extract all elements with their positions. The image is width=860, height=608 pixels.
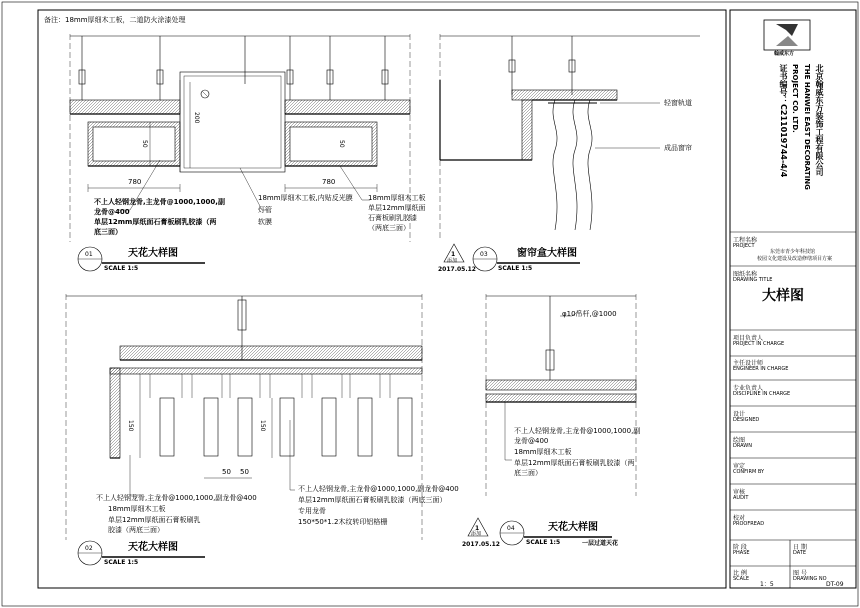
company-name-en-1: THE HANWEI EAST DECORATING <box>803 64 811 190</box>
d3-title: 窗帘盒大样图 <box>517 248 577 259</box>
d2-note-left-4: 胶漆（两底三面） <box>108 526 164 534</box>
tb-row-2-en: DISCIPLINE IN CHARGE <box>733 391 791 397</box>
tb-row-3-cn: 设计 <box>733 411 746 418</box>
d2-note-right-2: 单层12mm厚纸面石膏板刷乳胶漆（两底三面） <box>298 496 447 504</box>
dim-780-right: 780 <box>322 178 336 186</box>
drawing-no: DT-09 <box>826 581 844 588</box>
d1-note-left-2: 龙骨@400 <box>94 208 130 216</box>
d1-note-mid-3: 软膜 <box>258 218 272 226</box>
d3-revision-number: 1 <box>451 251 456 258</box>
d1-note-right-4: （两底三面） <box>368 224 410 232</box>
d4-note-5: 底三面） <box>514 469 542 477</box>
d1-note-right-1: 18mm厚细木工板 <box>368 194 426 202</box>
tb-row-7-cn: 校对 <box>733 515 746 522</box>
dim-50-right: 50 <box>338 140 345 148</box>
date-label-en: DATE <box>793 550 807 556</box>
d4-rod-note: φ10吊杆,@1000 <box>562 310 617 318</box>
project-name-2: 校园文化建设及改造修缮项目方案 <box>757 256 833 262</box>
d4-detail-number: 04 <box>507 525 515 532</box>
d4-revision-date: 2017.05.12 <box>462 541 500 548</box>
detail-04-drawing <box>468 294 636 545</box>
d2-dim-150-right: 150 <box>259 420 266 432</box>
tb-row-6-en: AUDIT <box>733 495 749 501</box>
drawing-no-label: 图 号 <box>793 570 807 577</box>
d4-scale: SCALE 1:5 <box>526 539 561 546</box>
d2-title: 天花大样图 <box>128 542 178 553</box>
d4-note-1: 不上人轻钢龙骨,主龙骨@1000,1000,副 <box>514 427 641 435</box>
tb-row-5-en: CONFIRM BY <box>733 469 765 475</box>
tb-row-0-en: PROJECT IN CHARGE <box>733 341 785 347</box>
project-name-1: 东莞市青少年科技馆 <box>770 249 816 255</box>
dim-200: 200 <box>193 112 200 124</box>
d4-note-4: 单层12mm厚纸面石膏板刷乳胶漆（两 <box>514 459 635 467</box>
d1-note-right-3: 石膏板刷乳胶漆 <box>368 214 417 222</box>
d4-title: 天花大样图 <box>548 522 598 533</box>
detail-03-drawing <box>440 34 700 271</box>
d2-note-right-4: 150*50*1.2木纹转印铝格栅 <box>298 518 388 526</box>
d4-revision-number: 1 <box>475 525 480 532</box>
d2-note-left-1: 不上人轻钢龙骨,主龙骨@1000,1000,副龙骨@400 <box>96 494 257 502</box>
stage-label: 阶 段 <box>733 544 747 551</box>
tb-row-7-en: PROOFREAD <box>733 521 765 527</box>
tb-row-1-cn: 主任设计师 <box>733 360 764 367</box>
d2-scale: SCALE 1:5 <box>104 559 139 566</box>
project-label-en: PROJECT <box>733 243 755 249</box>
d1-note-right-2: 单层12mm厚纸面 <box>368 204 426 212</box>
d2-note-left-2: 18mm厚细木工板 <box>108 505 166 513</box>
scale-label-en: SCALE <box>733 576 750 582</box>
dim-780-left: 780 <box>128 178 142 186</box>
tb-row-4-cn: 绘图 <box>733 437 746 444</box>
d2-dim-50-a: 50 <box>222 468 231 476</box>
d2-note-right-1: 不上人轻钢龙骨,主龙骨@1000,1000,副龙骨@400 <box>298 485 459 493</box>
d1-detail-number: 01 <box>85 251 93 258</box>
d1-scale: SCALE 1:5 <box>104 265 139 272</box>
project-label: 工程名称 <box>733 237 758 244</box>
drawing-title: 大样图 <box>762 288 804 304</box>
scale-label: 比 例 <box>733 570 747 577</box>
tb-row-0-cn: 项目负责人 <box>733 335 764 342</box>
d1-note-mid-2: 灯管 <box>258 206 272 214</box>
company-name-en-2: PROJECT CO. LTD. <box>791 64 799 133</box>
company-logo <box>764 20 810 50</box>
scale-value: 1：5 <box>760 581 774 588</box>
d1-note-left-4: 底三面） <box>94 228 122 236</box>
d3-scale: SCALE 1:5 <box>498 265 533 272</box>
d3-revision-date: 2017.05.12 <box>438 266 476 273</box>
d4-note-3: 18mm厚细木工板 <box>514 448 572 456</box>
tb-row-4-en: DRAWN <box>733 443 752 449</box>
tb-row-6-cn: 审核 <box>733 489 746 496</box>
d3-note-curtain: 成品窗帘 <box>664 144 692 152</box>
d1-note-mid-1: 18mm厚细木工板,内贴反光膜 <box>258 194 353 202</box>
tb-row-5-cn: 审定 <box>733 463 746 470</box>
title-block-grid <box>730 232 856 588</box>
d2-note-left-3: 单层12mm厚纸面石膏板刷乳 <box>108 516 201 524</box>
d3-note-track: 轻窗轨道 <box>664 99 692 107</box>
d2-dim-50-b: 50 <box>240 468 249 476</box>
d1-title: 天花大样图 <box>128 248 178 259</box>
date-label: 日 期 <box>793 544 807 551</box>
dim-50-left: 50 <box>141 140 148 148</box>
tb-row-2-cn: 专业负责人 <box>733 385 764 392</box>
company-name-cn: 北京翰威东方装饰工程有限公司 <box>815 64 824 176</box>
company-cert: 证书编号：C211019744-4/4 <box>779 64 788 178</box>
tb-row-1-en: ENGINEER IN CHARGE <box>733 366 789 372</box>
stage-label-en: PHASE <box>733 550 750 556</box>
d2-dim-150-left: 150 <box>127 420 134 432</box>
d3-revision-label: 添加 <box>447 258 458 264</box>
d3-detail-number: 03 <box>480 251 488 258</box>
d4-subtitle: 一层过道天花 <box>582 540 619 547</box>
d4-note-2: 龙骨@400 <box>514 437 549 445</box>
tb-row-3-en: DESIGNED <box>733 417 760 423</box>
d4-revision-label: 添加 <box>471 531 482 537</box>
drawing-no-label-en: DRAWING NO <box>793 576 827 582</box>
drawing-label-en: DRAWING TITLE <box>733 277 773 283</box>
d1-note-left-1: 不上人轻钢龙骨,主龙骨@1000,1000,副 <box>94 198 225 206</box>
d1-note-left-3: 单层12mm厚纸面石膏板刷乳胶漆（两 <box>94 218 217 226</box>
d2-note-right-3: 专用龙骨 <box>298 507 326 515</box>
logo-text: 翰威东方 <box>774 51 795 57</box>
drawing-label: 图纸名称 <box>733 271 758 278</box>
d2-detail-number: 02 <box>85 545 93 552</box>
sheet-note: 备注：18mm厚细木工板，二道防火涂漆处理 <box>44 16 186 24</box>
